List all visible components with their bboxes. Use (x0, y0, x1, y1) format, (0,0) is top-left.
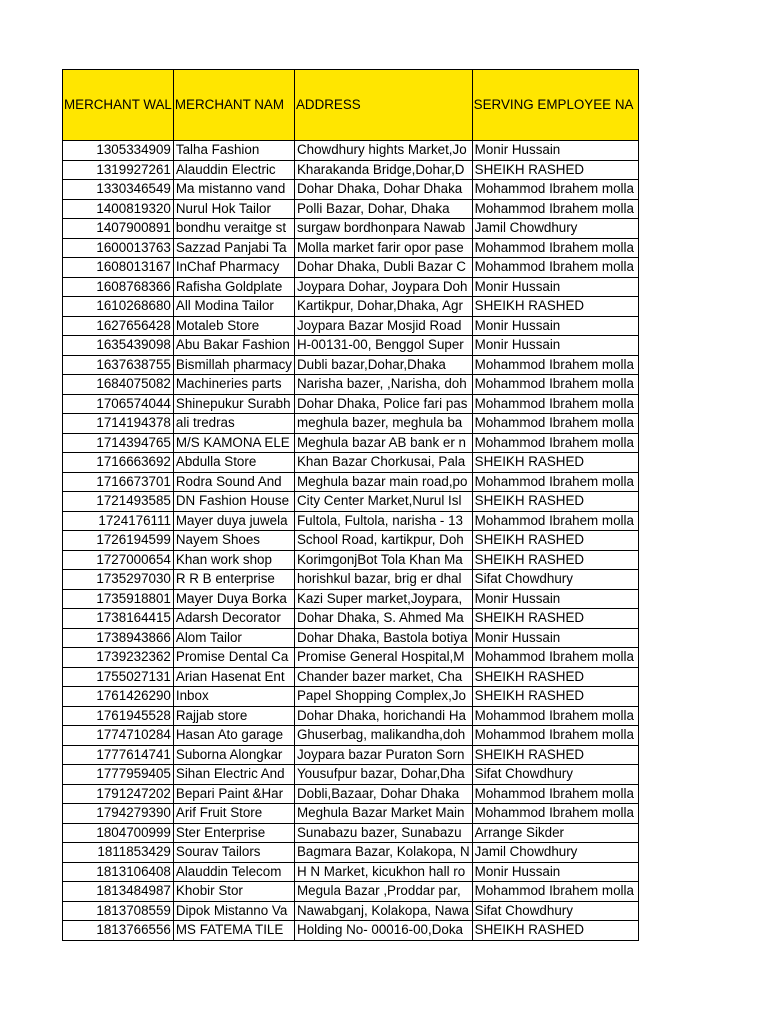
table-row (63, 550, 639, 570)
merchant-name-cell[interactable]: ali tredras (173, 414, 294, 434)
employee-cell[interactable]: SHEIKH RASHED (472, 687, 638, 707)
wallet-cell[interactable]: 1726194599 (63, 531, 174, 551)
table-row (63, 277, 639, 297)
merchant-name-cell[interactable]: Rodra Sound And (173, 472, 294, 492)
employee-cell[interactable]: Mohammod Ibrahem molla (472, 355, 638, 375)
table-row (63, 219, 639, 239)
address-cell[interactable]: Meghula bazar AB bank er n (294, 433, 472, 453)
employee-cell[interactable]: SHEIKH RASHED (472, 609, 638, 629)
address-cell[interactable]: Joypara Dohar, Joypara Doh (294, 277, 472, 297)
merchant-name-cell[interactable]: Arif Fruit Store (173, 804, 294, 824)
table-row (63, 745, 639, 765)
table-row (63, 882, 639, 902)
table-row (63, 784, 639, 804)
wallet-cell[interactable]: 1400819320 (63, 199, 174, 219)
merchant-name-cell[interactable]: Nayem Shoes (173, 531, 294, 551)
wallet-cell[interactable]: 1761426290 (63, 687, 174, 707)
address-cell[interactable]: Dubli bazar,Dohar,Dhaka (294, 355, 472, 375)
table-row (63, 433, 639, 453)
address-cell[interactable]: meghula bazer, meghula ba (294, 414, 472, 434)
merchant-name-cell[interactable]: Bismillah pharmacy (173, 355, 294, 375)
table-row (63, 199, 639, 219)
wallet-cell[interactable]: 1813766556 (63, 921, 174, 941)
address-cell[interactable]: surgaw bordhonpara Nawab (294, 219, 472, 239)
wallet-cell[interactable]: 1608768366 (63, 277, 174, 297)
employee-cell[interactable]: Mohammod Ibrahem molla (472, 375, 638, 395)
employee-cell[interactable]: Mohammod Ibrahem molla (472, 180, 638, 200)
employee-cell[interactable]: Mohammod Ibrahem molla (472, 238, 638, 258)
table-row (63, 531, 639, 551)
merchant-name-cell[interactable]: Sazzad Panjabi Ta (173, 238, 294, 258)
address-cell[interactable]: Sunabazu bazer, Sunabazu (294, 823, 472, 843)
merchant-name-cell[interactable]: Inbox (173, 687, 294, 707)
table-row (63, 394, 639, 414)
address-cell[interactable]: H-00131-00, Benggol Super (294, 336, 472, 356)
table-row (63, 609, 639, 629)
employee-cell[interactable]: Mohammod Ibrahem molla (472, 258, 638, 278)
wallet-cell[interactable]: 1811853429 (63, 843, 174, 863)
merchant-table (62, 69, 639, 941)
wallet-cell[interactable]: 1714394765 (63, 433, 174, 453)
address-cell[interactable]: Dohar Dhaka, horichandi Ha (294, 706, 472, 726)
wallet-cell[interactable]: 1791247202 (63, 784, 174, 804)
wallet-cell[interactable]: 1319927261 (63, 160, 174, 180)
table-row (63, 628, 639, 648)
wallet-cell[interactable]: 1600013763 (63, 238, 174, 258)
wallet-cell[interactable]: 1635439098 (63, 336, 174, 356)
address-cell[interactable]: Dohar Dhaka, Bastola botiya (294, 628, 472, 648)
address-cell[interactable]: Molla market farir opor pase (294, 238, 472, 258)
wallet-cell[interactable]: 1804700999 (63, 823, 174, 843)
employee-cell[interactable]: SHEIKH RASHED (472, 297, 638, 317)
table-row (63, 765, 639, 785)
merchant-name-cell[interactable]: Mayer Duya Borka (173, 589, 294, 609)
employee-cell[interactable]: Monir Hussain (472, 862, 638, 882)
wallet-cell[interactable]: 1724176111 (63, 511, 174, 531)
employee-cell[interactable]: Monir Hussain (472, 589, 638, 609)
header-cell-serving-employee[interactable]: SERVING EMPLOYEE NA (472, 70, 638, 141)
employee-cell[interactable]: SHEIKH RASHED (472, 453, 638, 473)
wallet-cell[interactable]: 1716673701 (63, 472, 174, 492)
table-row (63, 180, 639, 200)
address-cell[interactable]: horishkul bazar, brig er dhal (294, 570, 472, 590)
employee-cell[interactable]: Mohammod Ibrahem molla (472, 804, 638, 824)
address-cell[interactable]: Kartikpur, Dohar,Dhaka, Agr (294, 297, 472, 317)
address-cell[interactable]: Dohar Dhaka, Police fari pas (294, 394, 472, 414)
table-row (63, 804, 639, 824)
wallet-cell[interactable]: 1407900891 (63, 219, 174, 239)
address-cell[interactable]: Ghuserbag, malikandha,doh (294, 726, 472, 746)
employee-cell[interactable]: SHEIKH RASHED (472, 550, 638, 570)
table-row (63, 823, 639, 843)
table-row (63, 667, 639, 687)
merchant-name-cell[interactable]: All Modina Tailor (173, 297, 294, 317)
wallet-cell[interactable]: 1721493585 (63, 492, 174, 512)
employee-cell[interactable]: Mohammod Ibrahem molla (472, 511, 638, 531)
wallet-cell[interactable]: 1305334909 (63, 141, 174, 161)
merchant-name-cell[interactable]: Alauddin Electric (173, 160, 294, 180)
merchant-name-cell[interactable]: Adarsh Decorator (173, 609, 294, 629)
table-row (63, 414, 639, 434)
employee-cell[interactable]: SHEIKH RASHED (472, 745, 638, 765)
wallet-cell[interactable]: 1706574044 (63, 394, 174, 414)
wallet-cell[interactable]: 1627656428 (63, 316, 174, 336)
header-row (63, 70, 639, 141)
table-row (63, 141, 639, 161)
merchant-name-cell[interactable]: R R B enterprise (173, 570, 294, 590)
merchant-name-cell[interactable]: Khan work shop (173, 550, 294, 570)
merchant-name-cell[interactable]: Talha Fashion (173, 141, 294, 161)
employee-cell[interactable]: Sifat Chowdhury (472, 570, 638, 590)
address-cell[interactable]: City Center Market,Nurul Isl (294, 492, 472, 512)
table-row (63, 336, 639, 356)
merchant-name-cell[interactable]: Alom Tailor (173, 628, 294, 648)
address-cell[interactable]: Joypara bazar Puraton Sorn (294, 745, 472, 765)
merchant-name-cell[interactable]: M/S KAMONA ELE (173, 433, 294, 453)
table-row (63, 570, 639, 590)
table-row (63, 258, 639, 278)
employee-cell[interactable]: Mohammod Ibrahem molla (472, 648, 638, 668)
header-cell-address[interactable]: ADDRESS (294, 70, 472, 141)
employee-cell[interactable]: Mohammod Ibrahem molla (472, 882, 638, 902)
employee-cell[interactable]: SHEIKH RASHED (472, 492, 638, 512)
table-row (63, 687, 639, 707)
employee-cell[interactable]: Mohammod Ibrahem molla (472, 726, 638, 746)
employee-cell[interactable]: Jamil Chowdhury (472, 843, 638, 863)
merchant-name-cell[interactable]: Arian Hasenat Ent (173, 667, 294, 687)
merchant-name-cell[interactable]: Dipok Mistanno Va (173, 901, 294, 921)
address-cell[interactable]: Polli Bazar, Dohar, Dhaka (294, 199, 472, 219)
wallet-cell[interactable]: 1716663692 (63, 453, 174, 473)
merchant-name-cell[interactable]: Mayer duya juwela (173, 511, 294, 531)
employee-cell[interactable]: Mohammod Ibrahem molla (472, 394, 638, 414)
wallet-cell[interactable]: 1735918801 (63, 589, 174, 609)
address-cell[interactable]: Chowdhury hights Market,Jo (294, 141, 472, 161)
table-row (63, 901, 639, 921)
employee-cell[interactable]: Jamil Chowdhury (472, 219, 638, 239)
wallet-cell[interactable]: 1794279390 (63, 804, 174, 824)
employee-cell[interactable]: Arrange Sikder (472, 823, 638, 843)
merchant-name-cell[interactable]: Machineries parts (173, 375, 294, 395)
merchant-name-cell[interactable]: Ster Enterprise (173, 823, 294, 843)
wallet-cell[interactable]: 1777959405 (63, 765, 174, 785)
wallet-cell[interactable]: 1813106408 (63, 862, 174, 882)
table-row (63, 843, 639, 863)
table-row (63, 238, 639, 258)
employee-cell[interactable]: Monir Hussain (472, 336, 638, 356)
merchant-name-cell[interactable]: Hasan Ato garage (173, 726, 294, 746)
merchant-name-cell[interactable]: Abdulla Store (173, 453, 294, 473)
employee-cell[interactable]: Monir Hussain (472, 277, 638, 297)
address-cell[interactable]: KorimgonjBot Tola Khan Ma (294, 550, 472, 570)
merchant-name-cell[interactable]: Rafisha Goldplate (173, 277, 294, 297)
employee-cell[interactable]: Monir Hussain (472, 628, 638, 648)
merchant-name-cell[interactable]: Rajjab store (173, 706, 294, 726)
employee-cell[interactable]: Mohammod Ibrahem molla (472, 414, 638, 434)
employee-cell[interactable]: SHEIKH RASHED (472, 531, 638, 551)
table-row (63, 921, 639, 941)
table-row (63, 492, 639, 512)
employee-cell[interactable]: SHEIKH RASHED (472, 160, 638, 180)
merchant-name-cell[interactable]: DN Fashion House (173, 492, 294, 512)
wallet-cell[interactable]: 1813484987 (63, 882, 174, 902)
address-cell[interactable]: Megula Bazar ,Proddar par, (294, 882, 472, 902)
address-cell[interactable]: Promise General Hospital,M (294, 648, 472, 668)
employee-cell[interactable]: Mohammod Ibrahem molla (472, 199, 638, 219)
address-cell[interactable]: Yousufpur bazar, Dohar,Dha (294, 765, 472, 785)
merchant-name-cell[interactable]: Bepari Paint &Har (173, 784, 294, 804)
table-row (63, 316, 639, 336)
table-row (63, 589, 639, 609)
address-cell[interactable]: Narisha bazer, ,Narisha, doh (294, 375, 472, 395)
wallet-cell[interactable]: 1684075082 (63, 375, 174, 395)
address-cell[interactable]: Dohar Dhaka, Dohar Dhaka (294, 180, 472, 200)
merchant-name-cell[interactable]: Shinepukur Surabh (173, 394, 294, 414)
employee-cell[interactable]: Mohammod Ibrahem molla (472, 472, 638, 492)
table-row (63, 453, 639, 473)
merchant-name-cell[interactable]: InChaf Pharmacy (173, 258, 294, 278)
address-cell[interactable]: H N Market, kicukhon hall ro (294, 862, 472, 882)
wallet-cell[interactable]: 1761945528 (63, 706, 174, 726)
wallet-cell[interactable]: 1610268680 (63, 297, 174, 317)
wallet-cell[interactable]: 1777614741 (63, 745, 174, 765)
address-cell[interactable]: Joypara Bazar Mosjid Road (294, 316, 472, 336)
header-cell-merchant-wallet[interactable]: MERCHANT WAL (63, 70, 174, 141)
employee-cell[interactable]: Sifat Chowdhury (472, 765, 638, 785)
wallet-cell[interactable]: 1637638755 (63, 355, 174, 375)
wallet-cell[interactable]: 1330346549 (63, 180, 174, 200)
table-row (63, 472, 639, 492)
employee-cell[interactable]: Mohammod Ibrahem molla (472, 784, 638, 804)
address-cell[interactable]: Kharakanda Bridge,Dohar,D (294, 160, 472, 180)
merchant-name-cell[interactable]: Nurul Hok Tailor (173, 199, 294, 219)
wallet-cell[interactable]: 1727000654 (63, 550, 174, 570)
wallet-cell[interactable]: 1755027131 (63, 667, 174, 687)
address-cell[interactable]: Nawabganj, Kolakopa, Nawa (294, 901, 472, 921)
address-cell[interactable]: Chander bazer market, Cha (294, 667, 472, 687)
merchant-name-cell[interactable]: Abu Bakar Fashion (173, 336, 294, 356)
merchant-name-cell[interactable]: bondhu veraitge st (173, 219, 294, 239)
address-cell[interactable]: Khan Bazar Chorkusai, Pala (294, 453, 472, 473)
table-row (63, 355, 639, 375)
address-cell[interactable]: Kazi Super market,Joypara, (294, 589, 472, 609)
employee-cell[interactable]: Sifat Chowdhury (472, 901, 638, 921)
address-cell[interactable]: Fultola, Fultola, narisha - 13 (294, 511, 472, 531)
table-row (63, 375, 639, 395)
merchant-name-cell[interactable]: MS FATEMA TILE (173, 921, 294, 941)
wallet-cell[interactable]: 1738943866 (63, 628, 174, 648)
wallet-cell[interactable]: 1714194378 (63, 414, 174, 434)
wallet-cell[interactable]: 1738164415 (63, 609, 174, 629)
merchant-name-cell[interactable]: Promise Dental Ca (173, 648, 294, 668)
address-cell[interactable]: Dohar Dhaka, Dubli Bazar C (294, 258, 472, 278)
table-row (63, 862, 639, 882)
address-cell[interactable]: Dohar Dhaka, S. Ahmed Ma (294, 609, 472, 629)
table-row (63, 648, 639, 668)
employee-cell[interactable]: Monir Hussain (472, 316, 638, 336)
header-cell-merchant-name[interactable]: MERCHANT NAM (173, 70, 294, 141)
merchant-name-cell[interactable]: Motaleb Store (173, 316, 294, 336)
employee-cell[interactable]: SHEIKH RASHED (472, 667, 638, 687)
wallet-cell[interactable]: 1735297030 (63, 570, 174, 590)
address-cell[interactable]: Meghula Bazar Market Main (294, 804, 472, 824)
wallet-cell[interactable]: 1739232362 (63, 648, 174, 668)
table-row (63, 160, 639, 180)
employee-cell[interactable]: Mohammod Ibrahem molla (472, 433, 638, 453)
merchant-name-cell[interactable]: Ma mistanno vand (173, 180, 294, 200)
wallet-cell[interactable]: 1813708559 (63, 901, 174, 921)
merchant-name-cell[interactable]: Sourav Tailors (173, 843, 294, 863)
employee-cell[interactable]: Mohammod Ibrahem molla (472, 706, 638, 726)
employee-cell[interactable]: Monir Hussain (472, 141, 638, 161)
address-cell[interactable]: Holding No- 00016-00,Doka (294, 921, 472, 941)
merchant-name-cell[interactable]: Sihan Electric And (173, 765, 294, 785)
address-cell[interactable]: Meghula bazar main road,po (294, 472, 472, 492)
table-row (63, 297, 639, 317)
wallet-cell[interactable]: 1608013167 (63, 258, 174, 278)
merchant-name-cell[interactable]: Alauddin Telecom (173, 862, 294, 882)
table-row (63, 511, 639, 531)
address-cell[interactable]: Papel Shopping Complex,Jo (294, 687, 472, 707)
merchant-name-cell[interactable]: Khobir Stor (173, 882, 294, 902)
employee-cell[interactable]: SHEIKH RASHED (472, 921, 638, 941)
wallet-cell[interactable]: 1774710284 (63, 726, 174, 746)
table-row (63, 726, 639, 746)
address-cell[interactable]: Bagmara Bazar, Kolakopa, N (294, 843, 472, 863)
merchant-name-cell[interactable]: Suborna Alongkar (173, 745, 294, 765)
address-cell[interactable]: Dobli,Bazaar, Dohar Dhaka (294, 784, 472, 804)
table-row (63, 706, 639, 726)
address-cell[interactable]: School Road, kartikpur, Doh (294, 531, 472, 551)
